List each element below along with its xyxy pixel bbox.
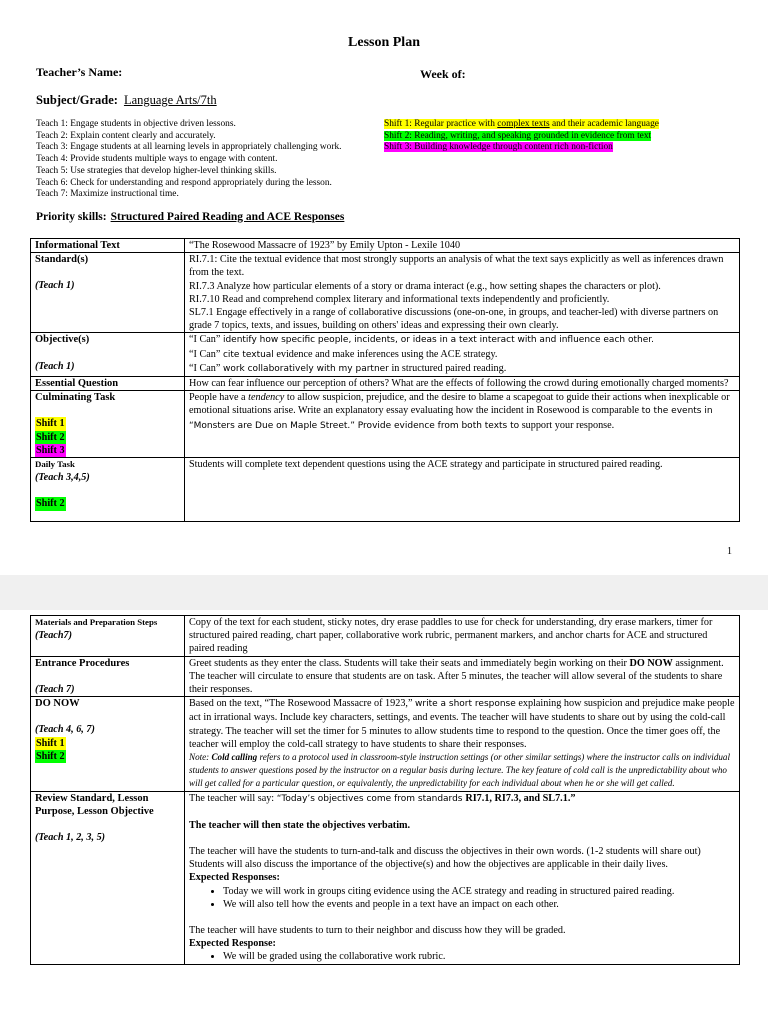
subject-grade-label: Subject/Grade:: [36, 93, 118, 107]
objectives-label: Objective(s): [35, 334, 90, 346]
page-title: Lesson Plan: [348, 35, 420, 50]
teach-item: Teach 2: Explain content clearly and accurately.: [36, 130, 216, 141]
table-row: [31, 616, 740, 657]
do-now-value: Based on the text, “The Rosewood Massacre of 1923,” write a short response explaining how suspicion and prejudice make people act in irrational ways. Include key characters, settings, and events. The teacher will have students to share out by using the cold-call strategy. The teacher will set the timer for 5 minutes to allow students time to respond to the question. Once the timer goes off, the teacher will employ the cold-call strategy to have students to share their responses.: [189, 698, 735, 750]
table-row: [31, 391, 740, 458]
shift-2-tag: Shift 2: [36, 498, 65, 510]
lesson-plan-table-1: [30, 238, 740, 522]
list-item: • We will also tell how the events and people in a text have an impact on each other.: [223, 898, 735, 911]
expected-response-heading: Expected Response:: [189, 938, 276, 950]
shift-1-tag: Shift 1: [36, 418, 65, 430]
week-of-label: Week of:: [420, 67, 466, 81]
expected-response-list: [209, 950, 735, 963]
table-row: [31, 697, 740, 791]
review-standard-intro: The teacher will say: “Today’s objectives come from standards RI7.1, RI7.3, and SL7.1.”: [189, 792, 576, 804]
standards-teach-ref: (Teach 1): [35, 280, 75, 292]
shift-3-tag: Shift 3: [36, 444, 65, 456]
teach-item: Teach 4: Provide students multiple ways to engage with content.: [36, 154, 278, 165]
table-row: [31, 377, 740, 391]
entrance-teach-ref: (Teach 7): [35, 683, 75, 695]
informational-text-value: “The Rosewood Massacre of 1923” by Emily Upton - Lexile 1040: [189, 240, 461, 251]
table-row: [31, 656, 740, 697]
turn-and-talk-text: The teacher will have the students to turn-and-talk and discuss the objectives in their own words. (1-2 students will share out) Students will also discuss the importance of the objective(s) and how the objectives are applicable in their daily lives.: [189, 846, 701, 871]
objective-item: “I Can” identify how specific people, incidents, or ideas in a text interact with and influence each other.: [189, 334, 654, 346]
expected-responses-list: [209, 885, 735, 911]
teach-item: Teach 6: Check for understanding and respond appropriately during the lesson.: [36, 177, 332, 188]
standard-item: RI.7.1: Cite the textual evidence that most strongly supports an analysis of what the text says explicitly as well as inferences drawn from the text.: [189, 254, 724, 279]
daily-task-label: Daily Task: [35, 459, 75, 470]
teach-item: Teach 3: Engage students at all learning levels in appropriately challenging work.: [36, 142, 342, 153]
subject-grade-value: Language Arts/7th: [123, 93, 217, 107]
materials-teach-ref: (Teach7): [35, 630, 72, 642]
teach-item: Teach 7: Maximize instructional time.: [36, 189, 179, 200]
document-page-2: [0, 610, 768, 1024]
culminating-task-value: People have a tendency to allow suspicion, prejudice, and the desire to blame a scapegoat to guide their actions when inexplicable or emotional situations arise. Write an explanatory essay evaluating how the incident in Rosewood is comparable to the events in “Monsters are Due on Maple Street.” Provide evidence from both texts to support your response.: [189, 392, 730, 431]
informational-text-label: Informational Text: [35, 240, 120, 251]
cold-calling-note: Note: Cold calling refers to a protocol used in classroom-style instruction settings (or other similar settings) where the instructor calls on individual students to answer questions posed by the instructor on a regular basis during lecture. The key feature of cold call is the unpredictability about who will get called for a particular question, or equivalently, the unpredictability for each individual about when he or she will get called.: [189, 752, 730, 789]
review-standard-label: Review Standard, Lesson Purpose, Lesson Objective: [35, 792, 154, 817]
table-row: [31, 458, 740, 522]
do-now-teach-ref: (Teach 4, 6, 7): [35, 724, 95, 736]
priority-skills-line: [36, 211, 344, 223]
page-gap: [0, 575, 768, 610]
standard-item: SL7.1 Engage effectively in a range of collaborative discussions (one-on-one, in groups, and teacher-led) with diverse partners on grade 7 topics, texts, and issues, building on others' ideas and expressing their own clearly.: [189, 307, 719, 332]
daily-task-value: Students will complete text dependent questions using the ACE strategy and participate in structured paired reading.: [189, 459, 663, 471]
culminating-task-label: Culminating Task: [35, 392, 116, 404]
table-row: [31, 253, 740, 333]
standard-item: RI.7.10 Read and comprehend complex literary and informational texts independently and proficiently.: [189, 293, 610, 305]
subject-grade-line: [36, 93, 217, 108]
expected-responses-heading: Expected Responses:: [189, 872, 280, 884]
shift-1-item: Shift 1: Regular practice with complex texts and their academic language: [384, 119, 659, 129]
standards-label: Standard(s): [35, 254, 89, 266]
page-number: 1: [727, 546, 732, 557]
instructional-shifts-list: [384, 119, 659, 154]
teach-item: Teach 5: Use strategies that develop higher-level thinking skills.: [36, 165, 277, 176]
do-now-label: DO NOW: [35, 698, 80, 710]
teacher-name-label: Teacher’s Name:: [36, 65, 123, 79]
daily-task-teach-ref: (Teach 3,4,5): [35, 472, 90, 484]
shift-3-item: Shift 3: Building knowledge through content rich non-fiction: [384, 142, 613, 153]
priority-skills-label: Priority skills:: [36, 211, 107, 223]
shift-2-item: Shift 2: Reading, writing, and speaking grounded in evidence from text: [384, 130, 652, 141]
lesson-plan-table-2: [30, 615, 740, 965]
table-row: [31, 333, 740, 377]
grading-discussion-text: The teacher will have students to turn to their neighbor and discuss how they will be graded.: [189, 925, 566, 937]
shift-1-tag: Shift 1: [36, 737, 65, 749]
priority-skills-value: Structured Paired Reading and ACE Responses: [110, 211, 345, 223]
verbatim-statement: The teacher will then state the objectives verbatim.: [189, 819, 411, 831]
shift-2-tag: Shift 2: [36, 431, 65, 443]
table-row: [31, 791, 740, 964]
objectives-teach-ref: (Teach 1): [35, 360, 75, 372]
standard-item: RI.7.3 Analyze how particular elements of a story or drama interact (e.g., how setting shapes the characters or plot).: [189, 280, 661, 292]
table-row: [31, 239, 740, 253]
list-item: • Today we will work in groups citing evidence using the ACE strategy and reading in structured paired reading.: [223, 885, 735, 898]
entrance-procedures-label: Entrance Procedures: [35, 657, 130, 669]
essential-question-value: How can fear influence our perception of others? What are the effects of following the crowd during emotionally charged moments?: [189, 378, 729, 390]
essential-question-label: Essential Question: [35, 378, 119, 390]
shift-2-tag: Shift 2: [36, 750, 65, 762]
teach-item: Teach 1: Engage students in objective driven lessons.: [36, 119, 236, 129]
materials-label: Materials and Preparation Steps: [35, 617, 158, 627]
review-standard-teach-ref: (Teach 1, 2, 3, 5): [35, 832, 106, 844]
objective-item: “I Can” cite textual evidence and make inferences using the ACE strategy.: [189, 348, 498, 360]
objective-item: “I Can” work collaboratively with my partner in structured paired reading.: [189, 362, 507, 374]
list-item: • We will be graded using the collaborative work rubric.: [223, 950, 735, 963]
materials-value: Copy of the text for each student, sticky notes, dry erase paddles to use for check for understanding, dry erase markers, timer for structured paired reading, chart paper, collaborative work rubric, permanent markers, and anchor charts for ACE and structured paired reading: [189, 617, 713, 655]
entrance-procedures-value: Greet students as they enter the class. Students will take their seats and immediately begin working on their DO NOW assignment. The teacher will circulate to ensure that students are on task. After 5 minutes, the teacher will allow several of the students to share their responses.: [189, 657, 724, 696]
teach-standards-list: [36, 119, 342, 201]
